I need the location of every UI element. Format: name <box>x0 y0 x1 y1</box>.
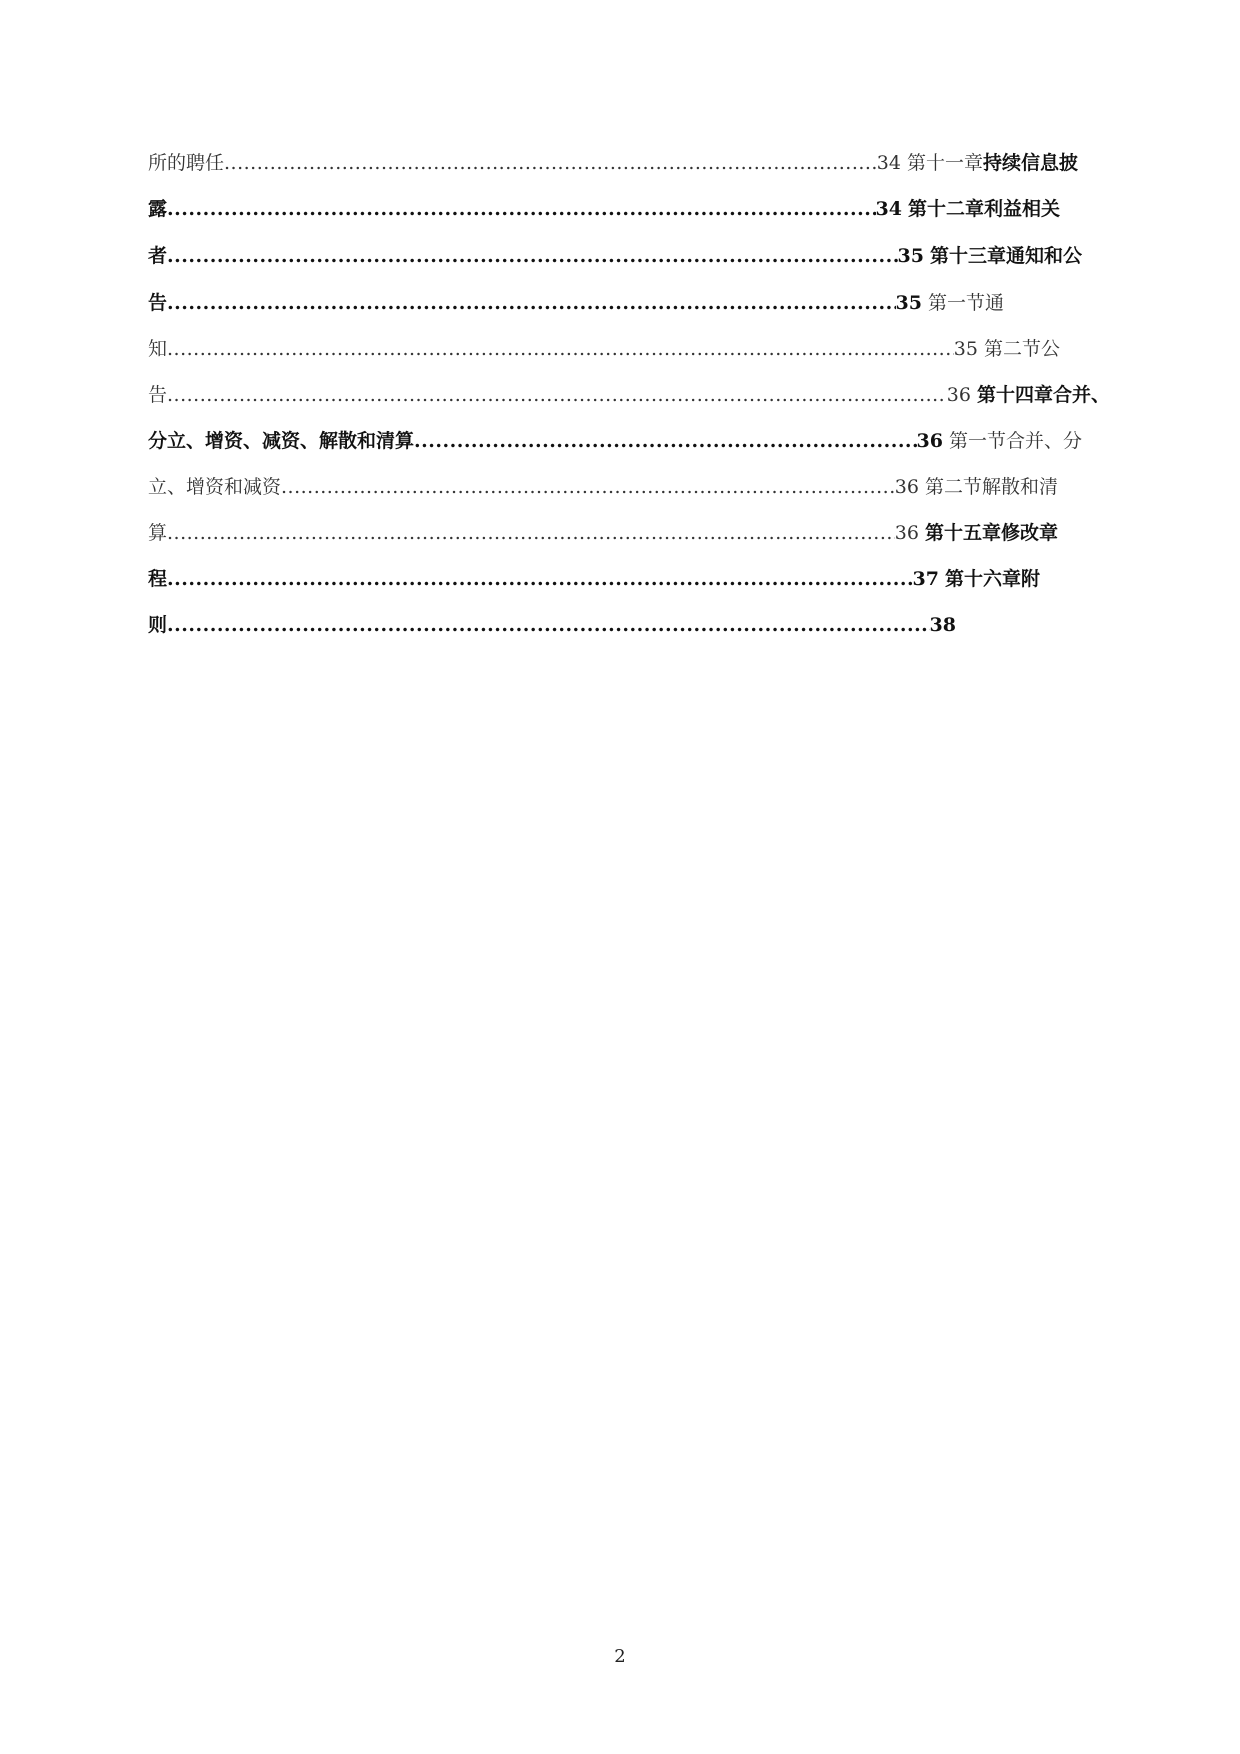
toc-line[interactable] <box>148 142 1078 176</box>
toc-page-number: 34 <box>876 152 901 174</box>
toc-next-entry-start: 第十一章持续信息披 <box>906 152 1078 174</box>
dot-leader <box>167 290 896 316</box>
toc-line[interactable] <box>148 282 1004 316</box>
toc-page-number: 36 <box>946 384 971 406</box>
toc-line[interactable] <box>148 420 1082 454</box>
page-number: 2 <box>614 1646 626 1667</box>
dot-leader <box>167 612 930 638</box>
dot-leader <box>167 243 898 269</box>
toc-entry-title: 则 <box>148 614 168 636</box>
toc-page-number: 34 <box>875 198 902 220</box>
toc-line[interactable] <box>148 374 1110 408</box>
dot-leader <box>167 336 954 362</box>
toc-line[interactable] <box>148 604 956 638</box>
toc-entry-title: 算 <box>148 522 168 544</box>
toc-entry-title: 知 <box>148 338 168 360</box>
toc-page-number: 35 <box>895 292 922 314</box>
toc-line[interactable] <box>148 328 1060 362</box>
dot-leader <box>167 520 895 546</box>
toc-entry-title: 程 <box>148 568 168 590</box>
toc-page-number: 35 <box>953 338 978 360</box>
toc-next-entry-start: 第十四章合并、 <box>976 384 1110 406</box>
toc-entry-title: 立、增资和减资 <box>148 476 282 498</box>
dot-leader <box>167 382 947 408</box>
toc-page-number: 36 <box>894 522 919 544</box>
toc-next-entry-start: 第十六章附 <box>944 568 1040 590</box>
toc-page-number: 36 <box>916 430 943 452</box>
toc-next-entry-start: 第二节公 <box>983 338 1060 360</box>
toc-line[interactable] <box>148 558 1040 592</box>
toc-next-entry-start: 第十三章通知和公 <box>929 245 1082 267</box>
toc-line[interactable] <box>148 235 1082 269</box>
toc-next-entry-start: 第一节合并、分 <box>948 430 1082 452</box>
toc-next-entry-start: 第一节通 <box>927 292 1004 314</box>
toc-next-entry-start: 第十五章修改章 <box>924 522 1058 544</box>
toc-entry-title: 告 <box>148 292 168 314</box>
toc-next-entry-start: 第二节解散和清 <box>924 476 1058 498</box>
toc-entry-title: 者 <box>148 245 168 267</box>
toc-line[interactable] <box>148 188 1060 222</box>
dot-leader <box>281 474 895 500</box>
dot-leader <box>167 196 876 222</box>
toc-entry-title: 告 <box>148 384 168 406</box>
toc-next-entry-start: 第十二章利益相关 <box>907 198 1060 220</box>
toc-entry-title: 分立、增资、减资、解散和清算 <box>148 430 415 452</box>
toc-line[interactable] <box>148 466 1058 500</box>
dot-leader <box>414 428 917 454</box>
toc-page-number: 37 <box>912 568 939 590</box>
toc-entry-title: 露 <box>148 198 168 220</box>
toc-page-number: 36 <box>894 476 919 498</box>
dot-leader <box>167 566 913 592</box>
toc-line[interactable] <box>148 512 1058 546</box>
toc-page-number: 35 <box>897 245 924 267</box>
dot-leader <box>224 150 877 176</box>
toc-page-number: 38 <box>929 614 956 636</box>
toc-entry-title: 所的聘任 <box>148 152 225 174</box>
